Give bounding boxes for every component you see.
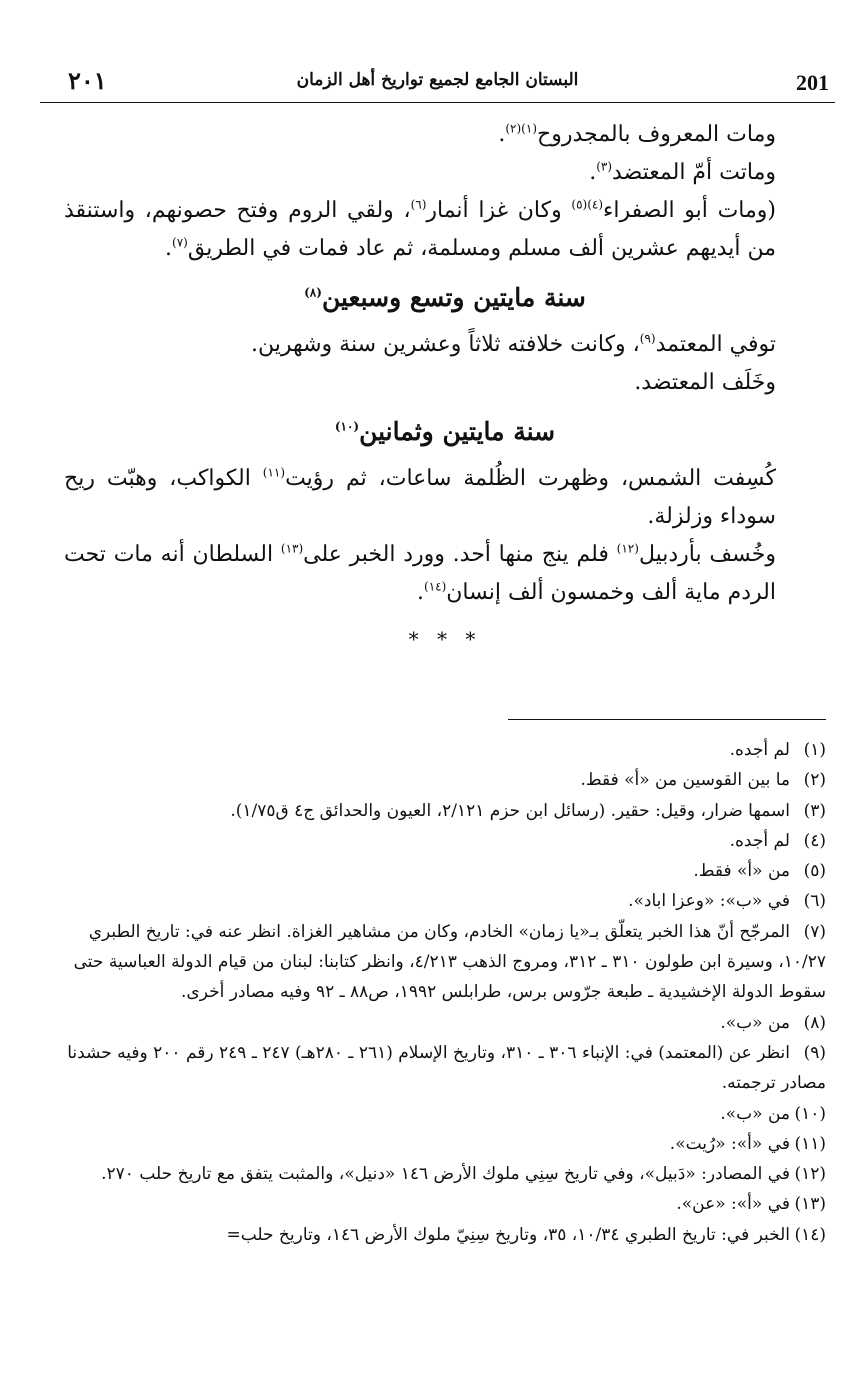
- footnote-ref: (١٠): [334, 419, 360, 434]
- footnote-ref: (١)(٢): [505, 121, 538, 136]
- paragraph: ومات المعروف بالمجدروح$^{(١)(٢)}$.: [498, 121, 776, 147]
- running-title: البستان الجامع لجميع تواريخ أهل الزمان: [296, 70, 579, 90]
- footnote-ref: (١١): [262, 465, 286, 480]
- footnote-text: ما بين القوسين من «أ» فقط.: [580, 770, 790, 791]
- footnote: [56, 1008, 826, 1038]
- footnote-number: (٣): [803, 800, 826, 821]
- footnotes: [56, 735, 826, 1250]
- footnote-text: لم أجده.: [729, 830, 790, 851]
- footnote: [56, 796, 826, 826]
- footnote-text: الخبر في: تاريخ الطبري ١٠/٣٤، ٣٥، وتاريخ سِنِيّ ملوك الأرض ١٤٦، وتاريخ حلب=: [226, 1224, 790, 1245]
- footnote-number: (١١): [794, 1133, 826, 1154]
- page-header: [40, 58, 835, 103]
- footnote-ref: (٦): [410, 197, 427, 212]
- footnote-ref: (٩): [639, 331, 656, 346]
- footnote-rule: [508, 719, 826, 720]
- footnote-text: اسمها ضرار، وقيل: حقير. (رسائل ابن حزم ٢/١٢١، العيون والحدائق ج٤ ق١/٧٥).: [230, 800, 790, 821]
- section-heading: سنة مايتين وثمانين$^{(١٠)}$: [334, 417, 556, 446]
- footnote-number: (٦): [803, 891, 826, 912]
- footnote-text: في «أ»: «عن».: [676, 1194, 790, 1215]
- footnote: [56, 1220, 826, 1250]
- footnote-number: (٤): [803, 830, 826, 851]
- main-text: [64, 116, 826, 658]
- paragraph: توفي المعتمد$^{(٩)}$، وكانت خلافته ثلاثاً وعشرين سنة وشهرين.: [250, 331, 776, 357]
- footnote: [56, 826, 826, 856]
- page-number-arabic: ٢٠١: [68, 66, 107, 95]
- footnote: [56, 1038, 826, 1099]
- paragraph: وخَلَف المعتضد.: [634, 370, 776, 395]
- footnote: [56, 917, 826, 1008]
- footnote-text: في المصادر: «دَبيل»، وفي تاريخ سِنِي ملوك الأرض ١٤٦ «دنيل»، والمثبت يتفق مع تاريخ حلب ٢٧٠.: [101, 1164, 790, 1185]
- paragraph: وخُسف بأردبيل$^{(١٢)}$ فلم ينج منها أحد. وورد الخبر على$^{(١٣)}$ السلطان أنه مات تحت الردم ماية ألف وخمسون ألف إنسان$^{(١٤)}$.: [64, 541, 776, 605]
- footnote-number: (١٠): [794, 1103, 826, 1124]
- footnote-number: (٨): [803, 1012, 826, 1033]
- section-divider: * * *: [408, 627, 482, 651]
- footnote: [56, 856, 826, 886]
- footnote-number: (٥): [803, 861, 826, 882]
- footnote-text: من «ب».: [720, 1012, 790, 1033]
- footnote-text: لم أجده.: [729, 740, 790, 760]
- paragraph: (ومات أبو الصفراء$^{(٤)(٥)}$ وكان غزا أنمار$^{(٦)}$، ولقي الروم وفتح حصونهم، واستنقذ من أيديهم عشرين ألف مسلم ومسلمة، ثم عاد فمات في الطريق$^{(٧)}$.: [64, 197, 776, 261]
- footnote-ref: (٨): [304, 285, 322, 300]
- footnote: [56, 735, 826, 765]
- footnote-number: (١): [803, 740, 826, 760]
- paragraph: كُسِفت الشمس، وظهرت الظُلمة ساعات، ثم رؤيت$^{(١١)}$ الكواكب، وهبّت ريح سوداء وزلزلة.: [64, 465, 777, 529]
- footnote-number: (٧): [803, 921, 826, 942]
- footnote-ref: (١٤): [424, 579, 447, 594]
- footnote-ref: (١٢): [616, 541, 639, 556]
- page-number-latin: 201: [796, 70, 829, 95]
- footnote-ref: (٤)(٥): [571, 197, 604, 212]
- paragraph: وماتت أمّ المعتضد$^{(٣)}$.: [589, 159, 776, 185]
- footnote-text: من «ب».: [720, 1103, 790, 1124]
- footnote-number: (١٤): [794, 1224, 826, 1245]
- footnote-number: (١٢): [794, 1164, 826, 1185]
- footnote-number: (١٣): [794, 1194, 826, 1215]
- footnote-text: المرجّح أنّ هذا الخبر يتعلّق بـ«يا زمان» الخادم، وكان من مشاهير الغزاة. انظر عنه في: تاريخ الطبري ١٠/٢٧، وسيرة ابن طولون ٣١٠ ـ ٣١٢، ومروج الذهب ٤/٢١٣، وانظر كتابنا: لبنان من قيام الدولة العباسية حتى سقوط الدولة الإخشيدية ـ طبعة جرّوس برس، طرابلس ١٩٩٢، ص٨٨ ـ ٩٢ وفيه مصادر أخرى.: [73, 921, 826, 1003]
- footnote-number: (٢): [803, 770, 826, 791]
- footnote-text: من «أ» فقط.: [693, 861, 790, 882]
- footnote-text: في «أ»: «رُيت».: [669, 1133, 790, 1154]
- footnote-number: (٩): [803, 1042, 826, 1063]
- footnote: [56, 1159, 826, 1189]
- footnote: [56, 1189, 826, 1219]
- footnote-text: انظر عن (المعتمد) في: الإنباء ٣٠٦ ـ ٣١٠، وتاريخ الإسلام (٢٦١ ـ ٢٨٠هـ) ٢٤٧ ـ ٢٤٩ رقم ٢٠٠ وفيه حشدنا مصادر ترجمته.: [67, 1042, 826, 1094]
- footnote-ref: (٣): [596, 159, 613, 174]
- footnote-ref: (٧): [172, 235, 188, 250]
- section-heading: سنة مايتين وتسع وسبعين$^{(٨)}$: [304, 283, 586, 312]
- footnote: [56, 765, 826, 795]
- footnote: [56, 1129, 826, 1159]
- footnote: [56, 1099, 826, 1129]
- footnote: [56, 886, 826, 916]
- footnote-ref: (١٣): [280, 541, 304, 556]
- footnote-text: في «ب»: «وعزا اباد».: [628, 891, 790, 912]
